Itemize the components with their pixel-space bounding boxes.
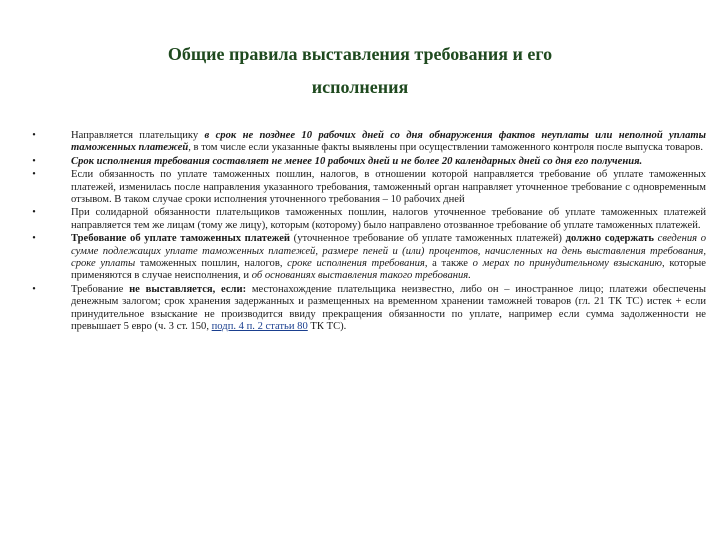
item-text-emphasis: в срок не позднее 10 рабочих дней со дня обнаружения фактов неуплаты или неполной уплаты таможенных платежей — [71, 130, 706, 154]
item-text-emphasis: Срок исполнения требования составляет не менее 10 рабочих дней и не более 20 календарных дней со дня его получения. — [71, 155, 643, 167]
bullet-icon: • — [32, 283, 36, 295]
item-text: , в том числе если указанные факты выявлены при осуществлении таможенного контроля после выпуска товаров. — [188, 142, 703, 154]
item-text: Если обязанность по уплате таможенных пошлин, налогов, в отношении которой направляется требование об уплате таможенных платежей, изменилась после направления указанного требования, таможенный орган направляет уточненное требование с одновременным отзывом. В таком случае сроки исполнения уточненного требования – 10 рабочих дней — [71, 169, 706, 206]
slide-title-line-2: исполнения — [311, 77, 409, 97]
slide-title-line-1: Общие правила выставления требования и его — [167, 44, 553, 64]
item-text: таможенных пошлин, налогов, — [135, 258, 288, 270]
item-text: местонахождение плательщика неизвестно, либо он – иностранное лицо; платежи обеспечены денежным залогом; срок хранения задержанных и размещенных на временном хранении таможней товаров (гл. 21 ТК ТС) истек + если принудительное взыскание не производится ввиду прекращения обязанности по уплате, например если сумма задолженности не превышает 5 евро (ч. 3 ст. 150, — [71, 283, 706, 333]
item-text-italic: сведения о сумме подлежащих уплате таможенных платежей, размере пеней и (или) процентов, начисленных на день выставления требования, сроке уплаты — [71, 233, 707, 270]
rules-list — [28, 130, 706, 335]
item-text-bold: не выставляется, если: — [129, 283, 247, 295]
bullet-icon: • — [32, 155, 36, 167]
bullet-icon: • — [32, 130, 36, 141]
slide-title — [60, 38, 660, 104]
item-text-bold: должно содержать — [565, 233, 654, 245]
bullet-icon: • — [32, 207, 36, 219]
item-text: Требование — [71, 283, 130, 295]
list-item — [28, 207, 706, 232]
item-text: , которые применяются в случае неисполнения, и — [71, 258, 707, 282]
law-reference-link[interactable]: подп. 4 п. 2 статьи 80 — [211, 321, 308, 333]
item-text: ТК ТС). — [307, 321, 347, 333]
list-item — [28, 284, 706, 334]
list-item — [28, 233, 706, 283]
item-text-italic: о мерах по принудительному взысканию — [472, 258, 663, 270]
item-text: , а также — [424, 258, 473, 270]
list-item — [28, 130, 706, 155]
item-text-italic: об основаниях выставления такого требования. — [251, 270, 471, 282]
bullet-icon: • — [32, 233, 36, 245]
list-item — [28, 156, 706, 168]
item-text: Направляется плательщику — [71, 130, 205, 141]
list-item — [28, 169, 706, 206]
item-text: При солидарной обязанности плательщиков таможенных пошлин, налогов уточненное требование об уплате таможенных платежей направляется тем же лицам (тому же лицу), которым (которому) было направлено отозванное требование об уплате таможенных платежей. — [71, 207, 706, 231]
bullet-icon: • — [32, 169, 36, 181]
item-text: (уточненное требование об уплате таможенных платежей) — [290, 233, 566, 245]
item-text-bold: Требование об уплате таможенных платежей — [71, 233, 291, 245]
item-text-italic: сроке исполнения требования — [287, 258, 425, 270]
